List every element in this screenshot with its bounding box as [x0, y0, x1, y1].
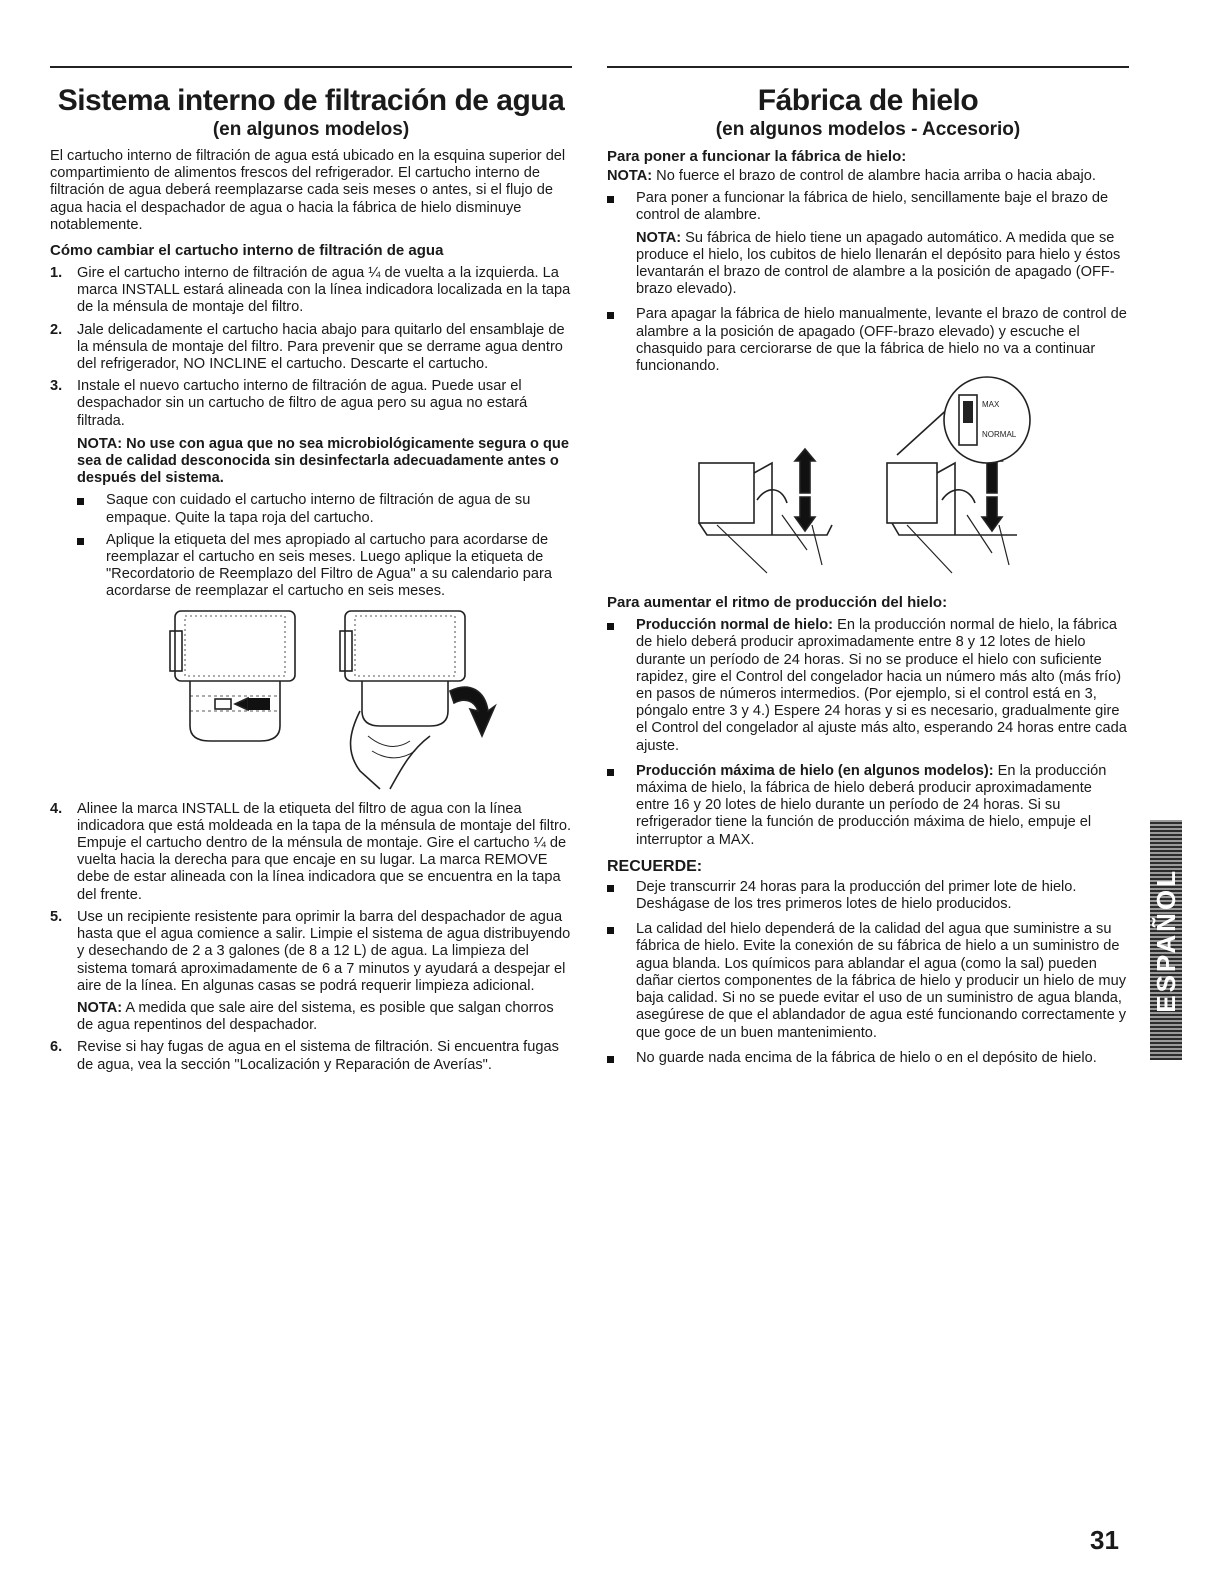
- filter-bullets: [50, 492, 572, 600]
- bullet-body: En la producción normal de hielo, la fábrica de hielo deberá producir aproximadamente entre 8 y 12 lotes de hielo durante un período de 24 horas. Si no se produce el hielo con suficiente rapidez, gire el Control del congelador hacia un número más alto (más frío) en pasos de números intermedios. (Por ejemplo, si el control está en 3, póngalo entre 3 y 4.) Espere 24 horas y si es necesario, gradualmente gire el Control del congelador al ajuste más alto, esperando 24 horas entre cada ajuste.: [636, 617, 1127, 754]
- icemaker-title: Fábrica de hielo: [757, 84, 979, 117]
- switch-normal-label: NORMAL: [982, 430, 1017, 440]
- list-item: [607, 306, 1129, 375]
- bullet-text: La calidad del hielo dependerá de la calidad del agua que suministre a su fábrica de hielo. Evite la conexión de su fábrica de hielo a un suministro de agua blanda. Los químicos para ablandar el agua (como la sal) pueden dañar ciertos componentes de la fábrica de hielo y producir un hielo de muy baja calidad. Si no se puede evitar el uso de un suministro de agua blanda, asegúrese de que el ablandador de agua esté funcionando correctamente y que goce de un buen mantenimiento.: [636, 921, 1127, 1041]
- step-text: Alinee la marca INSTALL de la etiqueta del filtro de agua con la línea indicadora que está moldeada en la tapa de la ménsula de montaje del filtro. Empuje el cartucho dentro de la ménsula de montaje. Gire el cartucho ¼ de vuelta hacia la derecha para que encaje en su lugar. La marca REMOVE debe de estar alineada con la línea indicadora que se encuentra en la tapa del frente.: [77, 800, 572, 903]
- bullet-text: Saque con cuidado el cartucho interno de filtración de agua de su empaque. Quite la tapa roja del cartucho.: [106, 492, 531, 526]
- note-label: NOTA:: [607, 168, 653, 184]
- bullet-square-icon: [607, 1056, 614, 1063]
- step-number: 5.: [50, 908, 63, 925]
- top-rule-right: [607, 66, 1129, 68]
- list-item: [77, 492, 572, 526]
- rate-heading: Para aumentar el ritmo de producción del hielo:: [607, 594, 948, 612]
- remember-heading: RECUERDE:: [607, 857, 703, 875]
- bullet-square-icon: [607, 196, 614, 203]
- step-5: [50, 909, 572, 995]
- step-text: Instale el nuevo cartucho interno de filtración de agua. Puede usar el despachador sin un cartucho de filtro de agua pero su agua no estará filtrada.: [77, 378, 528, 429]
- note-text: No fuerce el brazo de control de alambre hacia arriba o hacia abajo.: [652, 168, 1096, 184]
- switch-max-label: MAX: [982, 400, 1000, 410]
- language-tab-label: ESPAÑOL: [1150, 867, 1181, 1013]
- bullet-body: En la producción máxima de hielo, la fábrica de hielo deberá producir aproximadamente entre 16 y 20 lotes de hielo durante un período de 24 horas. Si su refrigerador tiene la función de producción máxima de hielo, empuje el interruptor a MAX.: [636, 762, 1107, 848]
- step-2: [50, 322, 572, 374]
- bullet-square-icon: [607, 623, 614, 630]
- start-heading: Para poner a funcionar la fábrica de hielo:: [607, 148, 907, 165]
- bullet-square-icon: [77, 498, 84, 505]
- filter-install-drawing: [170, 611, 295, 741]
- note-text: A medida que sale aire del sistema, es posible que salgan chorros de agua repentinos del despachador.: [77, 999, 554, 1034]
- icemaker-arm-drawing-left: [699, 449, 832, 573]
- bullet-square-icon: [607, 769, 614, 776]
- safety-warning: NOTA: No use con agua que no sea microbiológicamente segura o que sea de calidad desconocida sin desinfectarla adecuadamente antes o después del sistema.: [77, 435, 569, 487]
- bullet-square-icon: [607, 885, 614, 892]
- filter-remove-drawing: [340, 611, 495, 789]
- note-text: Su fábrica de hielo tiene un apagado automático. A medida que se produce el hielo, los cubitos de hielo llenarán el depósito para hielo y éstos levantarán el brazo de control de alambre a la posición de apagado (OFF- brazo elevado).: [636, 229, 1121, 298]
- list-item: [607, 1050, 1129, 1068]
- bullet-text: Para poner a funcionar la fábrica de hielo, sencillamente baje el brazo de control de alambre.: [636, 190, 1109, 224]
- filter-illustration: [50, 601, 572, 791]
- step-number: 4.: [50, 800, 63, 817]
- switch-detail-circle: [944, 377, 1030, 463]
- bullet-text: Para apagar la fábrica de hielo manualmente, levante el brazo de control de alambre a la posición de apagado (OFF-brazo elevado) y escuche el chasquido para cerciorarse de que la fábrica de hielo no va a continuar funcionando.: [636, 306, 1127, 375]
- note-1: [607, 168, 1129, 185]
- top-rule-left: [50, 66, 572, 68]
- howto-heading: Cómo cambiar el cartucho interno de filtración de agua: [50, 242, 444, 260]
- step-text: Revise si hay fugas de agua en el sistema de filtración. Si encuentra fugas de agua, vea la sección "Localización y Reparación de Averías".: [77, 1039, 559, 1073]
- note-2: [607, 230, 1129, 299]
- language-side-tab: [1150, 820, 1182, 1060]
- list-item: [607, 763, 1129, 849]
- bullet-text: [636, 617, 1129, 755]
- bullet-text: Aplique la etiqueta del mes apropiado al cartucho para acordarse de reemplazar el cartucho en seis meses. Luego aplique la etiqueta de "Recordatorio de Reemplazo del Filtro de Agua" a su calendario para acordarse de reemplazar el cartucho en seis meses.: [106, 531, 552, 600]
- step-6: [50, 1039, 572, 1073]
- list-item: [607, 879, 1129, 913]
- bullet-text: No guarde nada encima de la fábrica de hielo o en el depósito de hielo.: [636, 1049, 1097, 1066]
- bullet-label: Producción normal de hielo:: [636, 617, 834, 634]
- note-label: NOTA:: [77, 999, 123, 1016]
- filter-section: [50, 66, 572, 1074]
- bullet-square-icon: [607, 927, 614, 934]
- step-number: 3.: [50, 378, 63, 395]
- filter-title: Sistema interno de filtración de agua: [57, 84, 565, 117]
- step-5-note: [50, 1000, 572, 1034]
- step-text: Use un recipiente resistente para oprimir la barra del despachador de agua hasta que el agua comience a salir. Limpie el sistema de agua distribuyendo y desechando de 2 a 3 galones (de 8 a 12 L) de agua. La limpieza del sistema tomará aproximadamente de 6 a 7 minutos y ayudará a despejar el aire de la línea. En algunas casas se podrá requerir limpieza adicional.: [77, 908, 571, 994]
- step-1: [50, 265, 572, 317]
- list-item: [607, 617, 1129, 755]
- bullet-text: [636, 763, 1129, 849]
- icemaker-section: [607, 66, 1129, 1068]
- bullet-square-icon: [77, 538, 84, 545]
- filter-intro: El cartucho interno de filtración de agua está ubicado en la esquina superior del compartimiento de alimentos frescos del refrigerador. El cartucho interno de filtración de agua deberá reemplazarse cada seis meses o antes, si el flujo de agua hacia el despachador de agua o hacia la fábrica de hielo disminuye notablemente.: [50, 148, 566, 233]
- list-item: [607, 921, 1129, 1041]
- bullet-text: Deje transcurrir 24 horas para la producción del primer lote de hielo. Deshágase de los tres primeros lotes de hielo producidos.: [636, 878, 1077, 913]
- filter-subtitle: (en algunos modelos): [212, 119, 410, 140]
- step-number: 6.: [50, 1039, 63, 1056]
- step-number: 1.: [50, 265, 63, 282]
- icemaker-subtitle: (en algunos modelos - Accesorio): [715, 119, 1021, 140]
- bullet-label: Producción máxima de hielo (en algunos modelos):: [636, 762, 994, 779]
- step-number: 2.: [50, 321, 63, 338]
- step-3: [50, 378, 572, 430]
- bullet-square-icon: [607, 312, 614, 319]
- list-item: [607, 190, 1129, 224]
- page-number: 31: [1090, 1525, 1119, 1555]
- icemaker-illustration: [607, 375, 1129, 585]
- step-text: Jale delicadamente el cartucho hacia abajo para quitarlo del ensamblaje de la ménsula de montaje del filtro. Para prevenir que se derrame agua dentro del refrigerador, NO INCLINE el cartucho. Descarte el cartucho.: [77, 321, 565, 373]
- note-label: NOTA:: [636, 229, 682, 246]
- step-text: Gire el cartucho interno de filtración de agua ¼ de vuelta a la izquierda. La marca INSTALL estará alineada con la línea indicadora localizada en la tapa de la ménsula de montaje del filtro.: [77, 265, 571, 316]
- list-item: [77, 532, 572, 601]
- step-4: [50, 801, 572, 904]
